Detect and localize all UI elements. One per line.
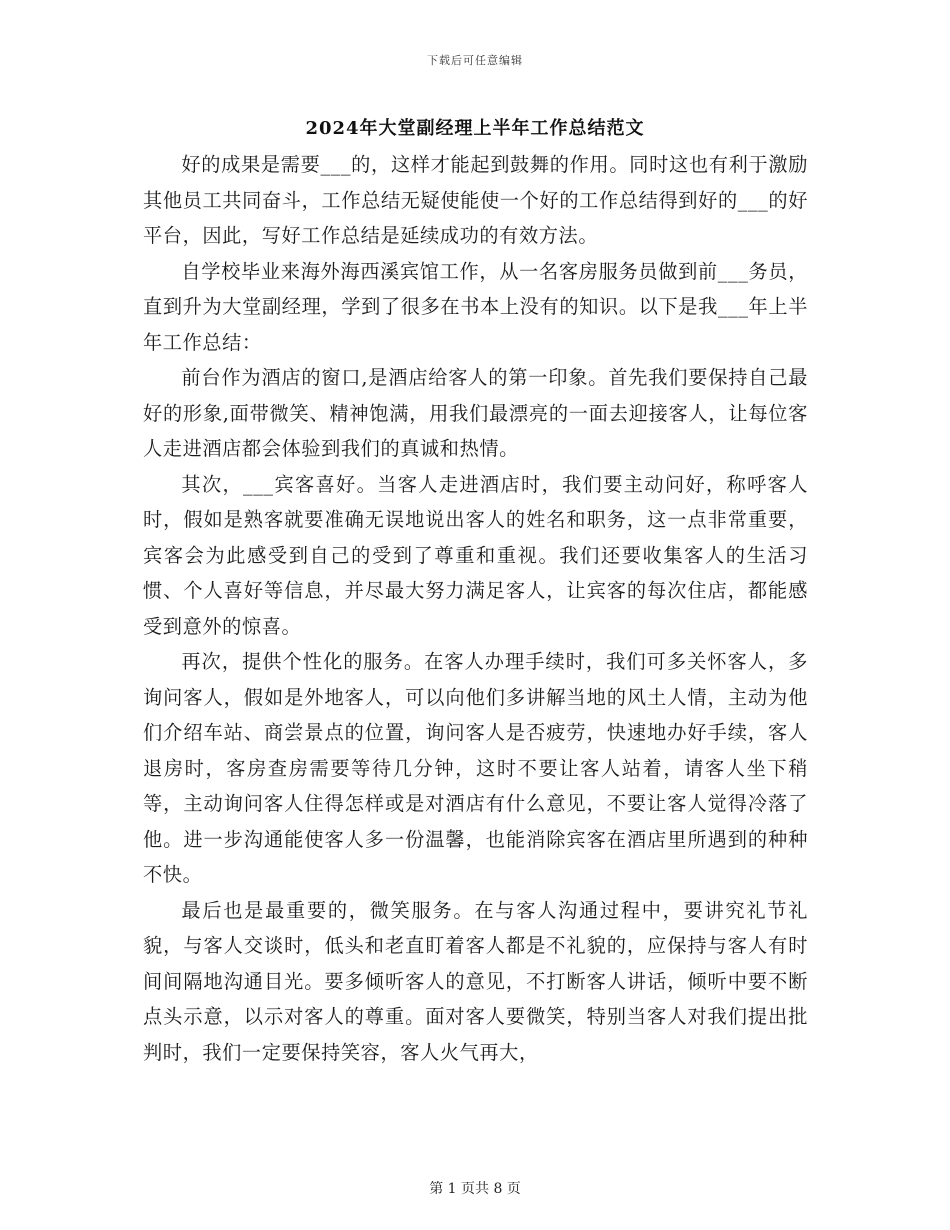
paragraph-1: 好的成果是需要___的，这样才能起到鼓舞的作用。同时这也有利于激励其他员工共同奋斗，工作总结无疑使能使一个好的工作总结得到好的___的好平台，因此，写好工作总结是延续成功的有效方法。 [143, 153, 808, 247]
paragraph-5: 再次，提供个性化的服务。在客人办理手续时，我们可多关怀客人，多询问客人，假如是外地客人，可以向他们多讲解当地的风土人情，主动为他们介绍车站、商尝景点的位置，询问客人是否疲劳，快速地办好手续，客人退房时，客房查房需要等待几分钟，这时不要让客人站着，请客人坐下稍等，主动询问客人住得怎样或是对酒店有什么意见，不要让客人觉得冷落了他。进一步沟通能使客人多一份温馨，也能消除宾客在酒店里所遇到的种种不快。 [143, 650, 808, 886]
page-header-note: 下载后可任意编辑 [427, 54, 523, 67]
paragraph-4: 其次，___宾客喜好。当客人走进酒店时，我们要主动问好，称呼客人时，假如是熟客就要准确无误地说出客人的姓名和职务，这一点非常重要，宾客会为此感受到自己的受到了尊重和重视。我们还要收集客人的生活习惯、个人喜好等信息，并尽最大努力满足客人，让宾客的每次住店，都能感受到意外的惊喜。 [143, 472, 808, 638]
page-number: 第 1 页共 8 页 [429, 1181, 521, 1197]
paragraph-6: 最后也是最重要的，微笑服务。在与客人沟通过程中，要讲究礼节礼貌，与客人交谈时，低头和老直盯着客人都是不礼貌的，应保持与客人有时间间隔地沟通目光。要多倾听客人的意见，不打断客人讲话，倾听中要不断点头示意，以示对客人的尊重。面对客人要微笑，特别当客人对我们提出批判时，我们一定要保持笑容，客人火气再大， [143, 898, 808, 1064]
paragraph-3: 前台作为酒店的窗口,是酒店给客人的第一印象。首先我们要保持自己最好的形象,面带微笑、精神饱满，用我们最漂亮的一面去迎接客人，让每位客人走进酒店都会体验到我们的真诚和热情。 [143, 366, 808, 460]
document-body [143, 147, 808, 1070]
document-title: 2024年大堂副经理上半年工作总结范文 [305, 118, 645, 139]
paragraph-2: 自学校毕业来海外海西溪宾馆工作，从一名客房服务员做到前___务员，直到升为大堂副经理，学到了很多在书本上没有的知识。以下是我___年上半年工作总结： [143, 259, 808, 354]
